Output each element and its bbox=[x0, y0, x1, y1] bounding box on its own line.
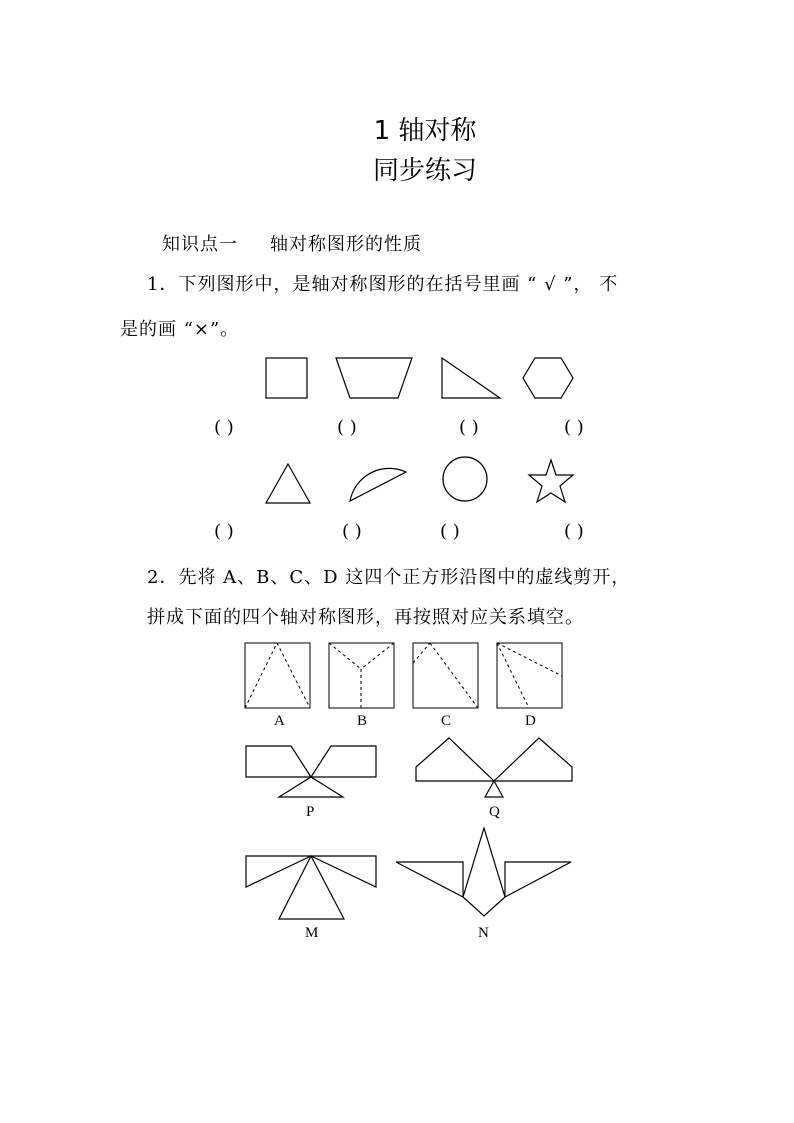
square-c-cuts bbox=[413, 643, 478, 708]
answer-blank[interactable]: ( ) bbox=[342, 521, 362, 542]
question-2-line-1: 2．先将 A、B、C、D 这四个正方形沿图中的虚线剪开， bbox=[147, 567, 631, 588]
figure-label: N bbox=[478, 925, 489, 941]
circle-shape bbox=[443, 457, 487, 501]
figure-q bbox=[416, 738, 572, 797]
right-triangle-shape bbox=[442, 358, 500, 398]
figure-p bbox=[246, 746, 376, 797]
answer-blank[interactable]: ( ) bbox=[564, 417, 584, 438]
square-c bbox=[413, 643, 478, 708]
square-label: D bbox=[525, 713, 536, 729]
figure-m bbox=[246, 856, 376, 919]
section-label: 知识点一 bbox=[162, 234, 238, 255]
square-label: B bbox=[357, 713, 368, 729]
answer-blank[interactable]: ( ) bbox=[459, 417, 479, 438]
answer-blank[interactable]: ( ) bbox=[564, 521, 584, 542]
page-title: 1 轴对称 bbox=[373, 116, 477, 146]
square-d-cuts bbox=[497, 643, 562, 708]
answer-blank[interactable]: ( ) bbox=[440, 521, 460, 542]
section-topic: 轴对称图形的性质 bbox=[270, 234, 422, 255]
hexagon-shape bbox=[523, 358, 573, 398]
star-shape bbox=[529, 460, 573, 502]
question-1-line-1: 1．下列图形中，是轴对称图形的在括号里画 “ √ ”， 不 bbox=[147, 274, 619, 295]
figure-label: M bbox=[305, 925, 319, 941]
square-a bbox=[245, 643, 310, 708]
square-shape bbox=[266, 358, 307, 398]
question-2-line-2: 拼成下面的四个轴对称图形，再按照对应关系填空。 bbox=[147, 607, 584, 628]
trapezoid-shape bbox=[336, 358, 412, 398]
answer-blank[interactable]: ( ) bbox=[337, 417, 357, 438]
page-subtitle: 同步练习 bbox=[372, 156, 477, 186]
question-1-line-2: 是的画 “×”。 bbox=[120, 319, 240, 340]
figure-n bbox=[396, 828, 571, 916]
figure-label: P bbox=[306, 804, 315, 820]
square-d bbox=[497, 643, 562, 708]
square-a-cuts bbox=[245, 643, 310, 708]
figure-label: Q bbox=[489, 804, 500, 820]
answer-blank[interactable]: ( ) bbox=[214, 417, 234, 438]
square-b-cuts bbox=[329, 643, 394, 708]
square-label: A bbox=[274, 713, 285, 729]
semicircle-shape bbox=[350, 468, 406, 501]
answer-blank[interactable]: ( ) bbox=[214, 521, 234, 542]
square-label: C bbox=[441, 713, 452, 729]
triangle-shape bbox=[266, 464, 310, 503]
